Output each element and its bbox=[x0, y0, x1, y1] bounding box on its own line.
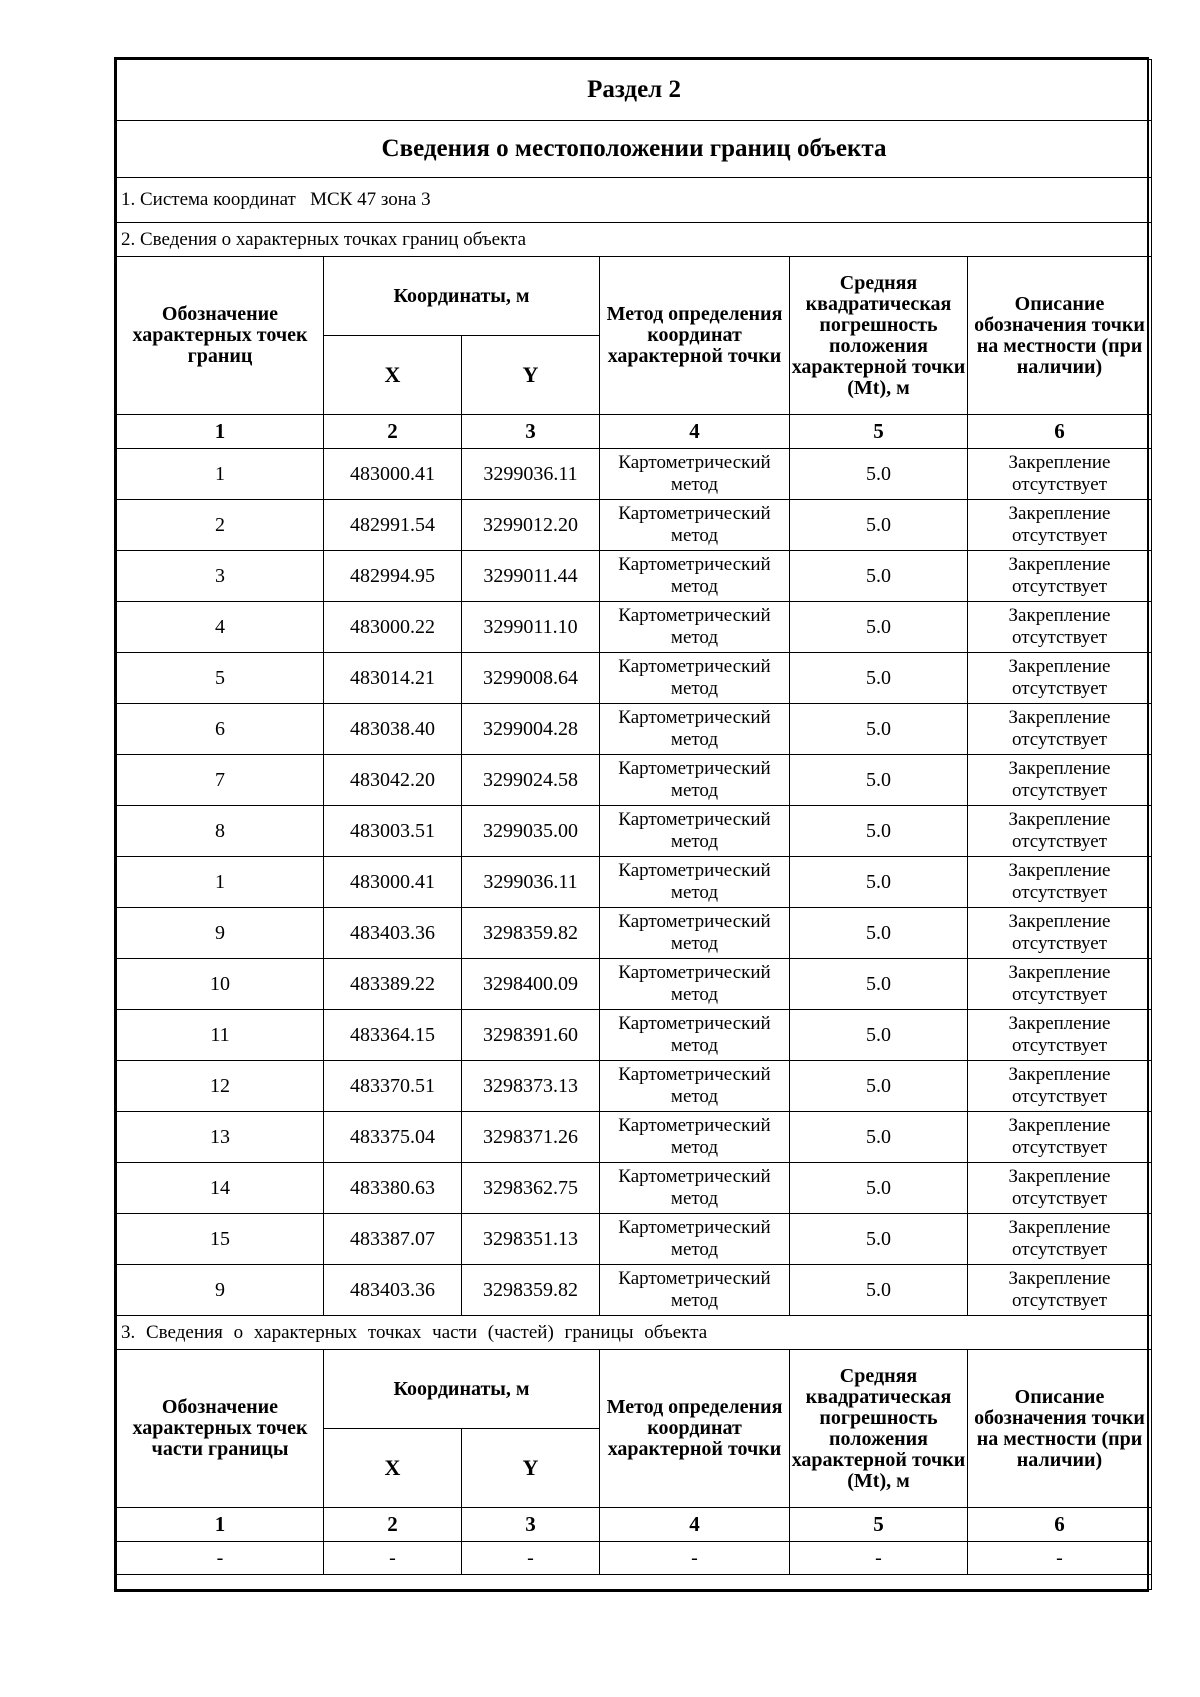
y-coordinate-cell: 3298373.13 bbox=[462, 1061, 600, 1112]
parts-header-designation: Обозначение характерных точек части границы bbox=[117, 1350, 324, 1508]
column-number: 1 bbox=[117, 415, 324, 449]
y-coordinate-cell: 3299036.11 bbox=[462, 449, 600, 500]
point-number-cell: 14 bbox=[117, 1163, 324, 1214]
parts-header-coords: Координаты, м bbox=[324, 1350, 600, 1429]
point-number-cell: 15 bbox=[117, 1214, 324, 1265]
method-cell: Картометрический метод bbox=[600, 1010, 790, 1061]
point-number-cell: 1 bbox=[117, 449, 324, 500]
table-row bbox=[117, 959, 1152, 1010]
header-x: X bbox=[324, 336, 462, 415]
mt-cell: 5.0 bbox=[790, 500, 968, 551]
method-cell: Картометрический метод bbox=[600, 1163, 790, 1214]
description-cell: Закрепление отсутствует bbox=[968, 755, 1152, 806]
table-row bbox=[117, 1214, 1152, 1265]
method-cell: Картометрический метод bbox=[600, 1112, 790, 1163]
table-row bbox=[117, 551, 1152, 602]
parts-header-y: Y bbox=[462, 1429, 600, 1508]
column-number: 2 bbox=[324, 415, 462, 449]
y-coordinate-cell: 3299036.11 bbox=[462, 857, 600, 908]
column-number: 4 bbox=[600, 1508, 790, 1542]
table-row bbox=[117, 653, 1152, 704]
description-cell: Закрепление отсутствует bbox=[968, 1265, 1152, 1316]
table-row bbox=[117, 908, 1152, 959]
point-number-cell: 2 bbox=[117, 500, 324, 551]
x-coordinate-cell: 483038.40 bbox=[324, 704, 462, 755]
column-number: 3 bbox=[462, 415, 600, 449]
description-cell: Закрепление отсутствует bbox=[968, 500, 1152, 551]
parts-empty-row bbox=[117, 1542, 1152, 1575]
method-cell: Картометрический метод bbox=[600, 602, 790, 653]
point-number-cell: 8 bbox=[117, 806, 324, 857]
table-row bbox=[117, 1112, 1152, 1163]
description-cell: Закрепление отсутствует bbox=[968, 551, 1152, 602]
parts-cell: - bbox=[600, 1542, 790, 1575]
method-cell: Картометрический метод bbox=[600, 704, 790, 755]
description-cell: Закрепление отсутствует bbox=[968, 908, 1152, 959]
table-row bbox=[117, 1010, 1152, 1061]
description-cell: Закрепление отсутствует bbox=[968, 653, 1152, 704]
point-number-cell: 9 bbox=[117, 908, 324, 959]
description-cell: Закрепление отсутствует bbox=[968, 1112, 1152, 1163]
y-coordinate-cell: 3299008.64 bbox=[462, 653, 600, 704]
column-number: 2 bbox=[324, 1508, 462, 1542]
mt-cell: 5.0 bbox=[790, 551, 968, 602]
boundary-table bbox=[116, 59, 1152, 1590]
method-cell: Картометрический метод bbox=[600, 1214, 790, 1265]
table-row bbox=[117, 704, 1152, 755]
method-cell: Картометрический метод bbox=[600, 806, 790, 857]
x-coordinate-cell: 483003.51 bbox=[324, 806, 462, 857]
column-number: 1 bbox=[117, 1508, 324, 1542]
mt-cell: 5.0 bbox=[790, 602, 968, 653]
table-row bbox=[117, 806, 1152, 857]
column-number: 5 bbox=[790, 415, 968, 449]
y-coordinate-cell: 3298371.26 bbox=[462, 1112, 600, 1163]
table-row bbox=[117, 449, 1152, 500]
points-heading: 2. Сведения о характерных точках границ объекта bbox=[117, 223, 1152, 257]
bottom-strip bbox=[117, 1575, 1152, 1590]
point-number-cell: 11 bbox=[117, 1010, 324, 1061]
point-number-cell: 9 bbox=[117, 1265, 324, 1316]
point-number-cell: 13 bbox=[117, 1112, 324, 1163]
point-number-cell: 7 bbox=[117, 755, 324, 806]
y-coordinate-cell: 3298362.75 bbox=[462, 1163, 600, 1214]
description-cell: Закрепление отсутствует bbox=[968, 1061, 1152, 1112]
table-row bbox=[117, 602, 1152, 653]
header-y: Y bbox=[462, 336, 600, 415]
parts-cell: - bbox=[324, 1542, 462, 1575]
y-coordinate-cell: 3299012.20 bbox=[462, 500, 600, 551]
mt-cell: 5.0 bbox=[790, 806, 968, 857]
parts-cell: - bbox=[968, 1542, 1152, 1575]
y-coordinate-cell: 3298359.82 bbox=[462, 1265, 600, 1316]
method-cell: Картометрический метод bbox=[600, 755, 790, 806]
document-sheet bbox=[114, 57, 1149, 1592]
method-cell: Картометрический метод bbox=[600, 1061, 790, 1112]
method-cell: Картометрический метод bbox=[600, 653, 790, 704]
y-coordinate-cell: 3298400.09 bbox=[462, 959, 600, 1010]
method-cell: Картометрический метод bbox=[600, 908, 790, 959]
x-coordinate-cell: 483389.22 bbox=[324, 959, 462, 1010]
mt-cell: 5.0 bbox=[790, 1112, 968, 1163]
description-cell: Закрепление отсутствует bbox=[968, 704, 1152, 755]
parts-header-x: X bbox=[324, 1429, 462, 1508]
x-coordinate-cell: 483370.51 bbox=[324, 1061, 462, 1112]
table-row bbox=[117, 857, 1152, 908]
column-number: 6 bbox=[968, 415, 1152, 449]
table-row bbox=[117, 755, 1152, 806]
x-coordinate-cell: 482991.54 bbox=[324, 500, 462, 551]
mt-cell: 5.0 bbox=[790, 653, 968, 704]
parts-cell: - bbox=[790, 1542, 968, 1575]
method-cell: Картометрический метод bbox=[600, 959, 790, 1010]
table-row bbox=[117, 1265, 1152, 1316]
parts-header-method: Метод определения координат характерной точки bbox=[600, 1350, 790, 1508]
column-number: 6 bbox=[968, 1508, 1152, 1542]
header-method: Метод определения координат характерной точки bbox=[600, 257, 790, 415]
point-number-cell: 1 bbox=[117, 857, 324, 908]
parts-cell: - bbox=[462, 1542, 600, 1575]
coord-system-line: 1. Система координат МСК 47 зона 3 bbox=[117, 178, 1152, 223]
method-cell: Картометрический метод bbox=[600, 449, 790, 500]
y-coordinate-cell: 3298351.13 bbox=[462, 1214, 600, 1265]
x-coordinate-cell: 483403.36 bbox=[324, 908, 462, 959]
point-number-cell: 4 bbox=[117, 602, 324, 653]
mt-cell: 5.0 bbox=[790, 857, 968, 908]
header-description: Описание обозначения точки на местности (при наличии) bbox=[968, 257, 1152, 415]
parts-column-numbers-row bbox=[117, 1508, 1152, 1542]
mt-cell: 5.0 bbox=[790, 449, 968, 500]
mt-cell: 5.0 bbox=[790, 908, 968, 959]
method-cell: Картометрический метод bbox=[600, 500, 790, 551]
x-coordinate-cell: 482994.95 bbox=[324, 551, 462, 602]
description-cell: Закрепление отсутствует bbox=[968, 1214, 1152, 1265]
parts-header-mt: Средняя квадратическая погрешность положения характерной точки (Mt), м bbox=[790, 1350, 968, 1508]
y-coordinate-cell: 3299024.58 bbox=[462, 755, 600, 806]
mt-cell: 5.0 bbox=[790, 1061, 968, 1112]
parts-cell: - bbox=[117, 1542, 324, 1575]
point-number-cell: 5 bbox=[117, 653, 324, 704]
table-row bbox=[117, 1163, 1152, 1214]
mt-cell: 5.0 bbox=[790, 959, 968, 1010]
y-coordinate-cell: 3299011.10 bbox=[462, 602, 600, 653]
y-coordinate-cell: 3298359.82 bbox=[462, 908, 600, 959]
y-coordinate-cell: 3299035.00 bbox=[462, 806, 600, 857]
mt-cell: 5.0 bbox=[790, 1010, 968, 1061]
method-cell: Картометрический метод bbox=[600, 1265, 790, 1316]
section-title: Раздел 2 bbox=[117, 60, 1152, 121]
x-coordinate-cell: 483000.22 bbox=[324, 602, 462, 653]
column-numbers-row bbox=[117, 415, 1152, 449]
y-coordinate-cell: 3299011.44 bbox=[462, 551, 600, 602]
x-coordinate-cell: 483375.04 bbox=[324, 1112, 462, 1163]
description-cell: Закрепление отсутствует bbox=[968, 602, 1152, 653]
point-number-cell: 12 bbox=[117, 1061, 324, 1112]
description-cell: Закрепление отсутствует bbox=[968, 959, 1152, 1010]
column-number: 4 bbox=[600, 415, 790, 449]
point-number-cell: 3 bbox=[117, 551, 324, 602]
x-coordinate-cell: 483000.41 bbox=[324, 449, 462, 500]
y-coordinate-cell: 3299004.28 bbox=[462, 704, 600, 755]
header-designation: Обозначение характерных точек границ bbox=[117, 257, 324, 415]
mt-cell: 5.0 bbox=[790, 755, 968, 806]
method-cell: Картометрический метод bbox=[600, 857, 790, 908]
parts-header-description: Описание обозначения точки на местности (при наличии) bbox=[968, 1350, 1152, 1508]
description-cell: Закрепление отсутствует bbox=[968, 857, 1152, 908]
x-coordinate-cell: 483364.15 bbox=[324, 1010, 462, 1061]
point-number-cell: 10 bbox=[117, 959, 324, 1010]
y-coordinate-cell: 3298391.60 bbox=[462, 1010, 600, 1061]
x-coordinate-cell: 483000.41 bbox=[324, 857, 462, 908]
description-cell: Закрепление отсутствует bbox=[968, 449, 1152, 500]
x-coordinate-cell: 483380.63 bbox=[324, 1163, 462, 1214]
header-coords: Координаты, м bbox=[324, 257, 600, 336]
table-row bbox=[117, 1061, 1152, 1112]
mt-cell: 5.0 bbox=[790, 1265, 968, 1316]
column-number: 5 bbox=[790, 1508, 968, 1542]
description-cell: Закрепление отсутствует bbox=[968, 1010, 1152, 1061]
x-coordinate-cell: 483387.07 bbox=[324, 1214, 462, 1265]
description-cell: Закрепление отсутствует bbox=[968, 1163, 1152, 1214]
method-cell: Картометрический метод bbox=[600, 551, 790, 602]
x-coordinate-cell: 483403.36 bbox=[324, 1265, 462, 1316]
x-coordinate-cell: 483042.20 bbox=[324, 755, 462, 806]
column-number: 3 bbox=[462, 1508, 600, 1542]
table-row bbox=[117, 500, 1152, 551]
description-cell: Закрепление отсутствует bbox=[968, 806, 1152, 857]
section-subtitle: Сведения о местоположении границ объекта bbox=[117, 121, 1152, 178]
mt-cell: 5.0 bbox=[790, 704, 968, 755]
point-number-cell: 6 bbox=[117, 704, 324, 755]
x-coordinate-cell: 483014.21 bbox=[324, 653, 462, 704]
parts-heading: 3. Сведения о характерных точках части (частей) границы объекта bbox=[117, 1316, 1152, 1350]
header-mt: Средняя квадратическая погрешность положения характерной точки (Mt), м bbox=[790, 257, 968, 415]
mt-cell: 5.0 bbox=[790, 1214, 968, 1265]
mt-cell: 5.0 bbox=[790, 1163, 968, 1214]
